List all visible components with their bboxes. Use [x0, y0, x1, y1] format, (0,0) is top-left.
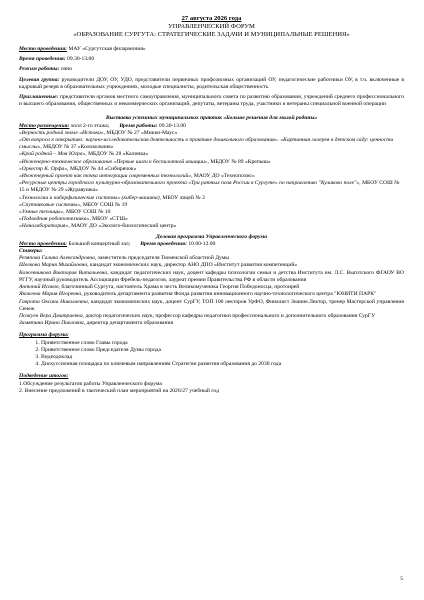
- audience-value: руководители ДОУ, ОУ, УДО, представители первичных профсоюзных организаций ОУ, педагогические работники ОУ, в т.ч. включенные в кадровый резерв в образовательных учреждениях, молодые специалисты, родительская общественность: [19, 76, 404, 90]
- exhibition-item: [19, 151, 404, 158]
- exhibition-item-title: «Спутниковые системы»: [19, 201, 81, 208]
- exhibition-item-title: «Оркестр К. Орфа»: [19, 165, 68, 172]
- speaker-name: Шелкова Мария Михайловна: [19, 262, 88, 269]
- exhibition-item-org: , МБОУ лицей № 3: [159, 194, 205, 201]
- exhibition-item: [19, 166, 404, 173]
- exhibition-list: [19, 130, 404, 231]
- mode-value: очно: [59, 66, 73, 73]
- invited-paragraph: [19, 94, 404, 108]
- forum-subtitle: «ОБРАЗОВАНИЕ СУРГУТА: СТРАТЕГИЧЕСКИЕ ЗАДАЧИ И МУНИЦИПАЛЬНЫЕ РЕШЕНИЯ»: [73, 31, 350, 38]
- exhibition-item-title: «Умные теплицы»: [19, 209, 64, 216]
- exhibition-item-title: «Технологии и киберфизические системы» (кибер-машина): [19, 194, 160, 201]
- speaker-name: Замятина Ирина Павловна: [19, 320, 84, 327]
- exhibition-item-title: «Край родной – Моя Югра»: [19, 151, 86, 158]
- exhibition-item-org: , МБДОУ № 27 «Микки-Маус»: [103, 129, 178, 136]
- speaker-name: Резяпова Галина Александровна: [19, 255, 95, 262]
- summary-item: 1.Обсуждение результатов работы Управленческого форума: [19, 380, 162, 387]
- exhibition-place-label: Место размещения:: [19, 122, 70, 129]
- audience-paragraph: [19, 77, 404, 91]
- exhibition-item: [19, 137, 404, 151]
- speaker-name: Антоний Исаков: [19, 284, 59, 291]
- exhibition-item-org: , МАОУ ДО «Эколого-биологический центр»: [68, 223, 177, 230]
- speaker-entry: [19, 320, 404, 327]
- exhibition-item-org: , МБДОУ № 89 «Крепыш»: [207, 158, 271, 165]
- speaker-description: , заместитель председателя Тюменской областной Думы: [94, 255, 230, 262]
- speaker-description: , кандидат педагогических наук, доцент кафедры психологии семьи и детства Института им. Л.С. Выготского ФГАОУ ВО РГГУ, научный руководитель Ассоциации Фребель-педагогов, лауреат премии Правительства РФ в области образования: [19, 269, 404, 283]
- invited-value: представители органов местного самоуправления, муниципального совета по развитию образования, учреждений среднего профессионального и высшего образования, общественных и некоммерческих организаций, депутаты, ветераны труда, участники и ветераны специальной военной операции: [19, 94, 404, 108]
- speaker-entry: [19, 270, 404, 284]
- time-line: [19, 56, 404, 63]
- speaker-entry: [19, 291, 404, 298]
- time-value: 09.30-13.00: [65, 56, 95, 63]
- exhibition-item: [19, 223, 404, 230]
- exhibition-item-org: , МБОУ «СТШ»: [89, 216, 128, 223]
- speaker-description: , благочинный Сургута, настоятель Храма в честь Великомученика Георгия Победоносца, протоирей: [58, 284, 300, 291]
- event-date: 27 августа 2026 года: [181, 15, 242, 22]
- speaker-entry: [19, 284, 404, 291]
- exhibition-item-org: , МАОУ ДО «Технополис»: [191, 173, 255, 180]
- speakers-label: Спикеры:: [19, 248, 43, 255]
- program-item: 1. Приветственное слово Главы города: [41, 340, 404, 347]
- business-title: Деловая программа Управленческого форума: [156, 233, 267, 240]
- venue-line: [19, 46, 404, 53]
- audience-label: Целевая группа:: [19, 76, 60, 83]
- venue-label: Место проведения:: [19, 46, 67, 52]
- speaker-description: , кандидат экономических наук, доцент СурГУ, ТОП 100 лекторов УрФО, Финалист Знание.Лектор, тренер Мастерской управления Сенеж: [19, 298, 404, 312]
- mode-label: Режим работы:: [19, 66, 60, 73]
- exhibition-item-title: «Нанолаборатория»: [19, 223, 69, 230]
- business-place-label: Место проведения:: [19, 240, 67, 247]
- forum-title: УПРАВЛЕНЧЕСКИЙ ФОРУМ: [168, 23, 255, 30]
- exhibition-item-org: , МБОУ СОШ № 15 и МБДОУ № 29 «Журавушка»: [19, 180, 400, 194]
- speaker-entry: [19, 299, 404, 313]
- exhibition-item-title: «Инженерный проект как точка интеграции современных технологий»: [19, 173, 192, 180]
- exhibition-time-value: 09.30-13.00: [157, 122, 186, 129]
- exhibition-item-title: «Ресурсные центры городского культурно-образовательного проекта «Три ратных поля России в Сургуте» по направлению "Куликово поле"»: [19, 180, 360, 187]
- speakers-list: [19, 255, 404, 327]
- venue-value: МАУ «Сургутская филармония»: [66, 46, 146, 52]
- exhibition-item-org: , МБДОУ № 37 «Колокольчик»: [40, 144, 114, 151]
- program-item: 4. Дискуссионная площадка по ключевым направлениям Стратегии развития образования до 2030 года: [41, 361, 404, 368]
- exhibition-item: [19, 159, 404, 166]
- exhibition-item-title: «Верность родной земле «Истоки»: [19, 129, 104, 136]
- exhibition-item-org: , МБОУ СОШ № 19: [80, 201, 128, 208]
- speaker-name: Гаврота Оксана Николаевна: [19, 298, 88, 305]
- invited-label: Приглашенные:: [19, 94, 59, 101]
- speaker-description: , кандидат экономических наук, директор АНО ДПО «Институт развития компетенций»: [87, 262, 298, 269]
- exhibition-item-title: «Инженерно-техническое образование «Первые шаги к беспилотной авиации»: [19, 158, 208, 165]
- exhibition-item-title: «Подводная робототехника»: [19, 216, 90, 223]
- exhibition-item: [19, 202, 404, 209]
- speaker-name: Яковлева Мария Игоревна: [19, 291, 82, 298]
- exhibition-item-org: , МБДОУ № 28 «Калинка»: [85, 151, 149, 158]
- speaker-description: , доктор педагогических наук, профессор кафедры педагогики профессионального и дополнительного образования СурГУ: [82, 312, 376, 319]
- summary-title: Подведение итогов:: [19, 373, 69, 380]
- summary-list: [19, 381, 404, 395]
- program-item: 3. Видеодоклад: [41, 354, 404, 361]
- summary-item: 2. Внесение предложений в тактический план мероприятий на 2026/27 учебный год: [19, 387, 219, 394]
- business-place-value: Большой концертный зал;: [66, 240, 131, 247]
- business-time-value: 10.00-12.00: [186, 240, 216, 247]
- program-title: Программа форума:: [19, 332, 69, 339]
- speaker-description: , руководитель департамента развития Фонда развития инновационного научно-технологического центра "ЮНИТИ ПАРК": [81, 291, 377, 298]
- speaker-name: Кожевникова Виктория Витальевна: [19, 269, 108, 276]
- exhibition-item-org: , МБДОУ № 44 «Сибирячок»: [67, 165, 137, 172]
- exhibition-time-label: Время работы:: [119, 122, 158, 129]
- business-time-label: Время проведения:: [140, 240, 187, 247]
- exhibition-place-line: [19, 123, 404, 130]
- exhibition-item-org: , МБОУ СОШ № 10: [63, 209, 111, 216]
- exhibition-item: [19, 130, 404, 137]
- time-label: Время проведения:: [19, 56, 66, 63]
- exhibition-item-title: «От вопроса к открытию: научно-исследовательская деятельность в практике дошкольного образования». «Картинная галерея в детском саду: ценности смыслы»: [19, 137, 394, 151]
- exhibition-place-value: холл 2-го этажа;: [69, 122, 110, 129]
- business-place-line: [19, 241, 404, 248]
- speaker-entry: [19, 262, 404, 269]
- program-list: [19, 340, 404, 369]
- exhibition-item: [19, 195, 404, 202]
- program-item: 2. Приветственное слово Председателя Думы города: [41, 347, 404, 354]
- page-number: 5: [400, 575, 403, 582]
- mode-line: [19, 66, 404, 73]
- speaker-description: , директор департамента образования: [83, 320, 174, 327]
- speaker-name: Пожуев Вера Дмитриевна: [19, 312, 83, 319]
- exhibition-item: [19, 180, 404, 194]
- exhibition-title: Выставка успешных муниципальных практик «Больше решения для малой родины»: [105, 115, 318, 122]
